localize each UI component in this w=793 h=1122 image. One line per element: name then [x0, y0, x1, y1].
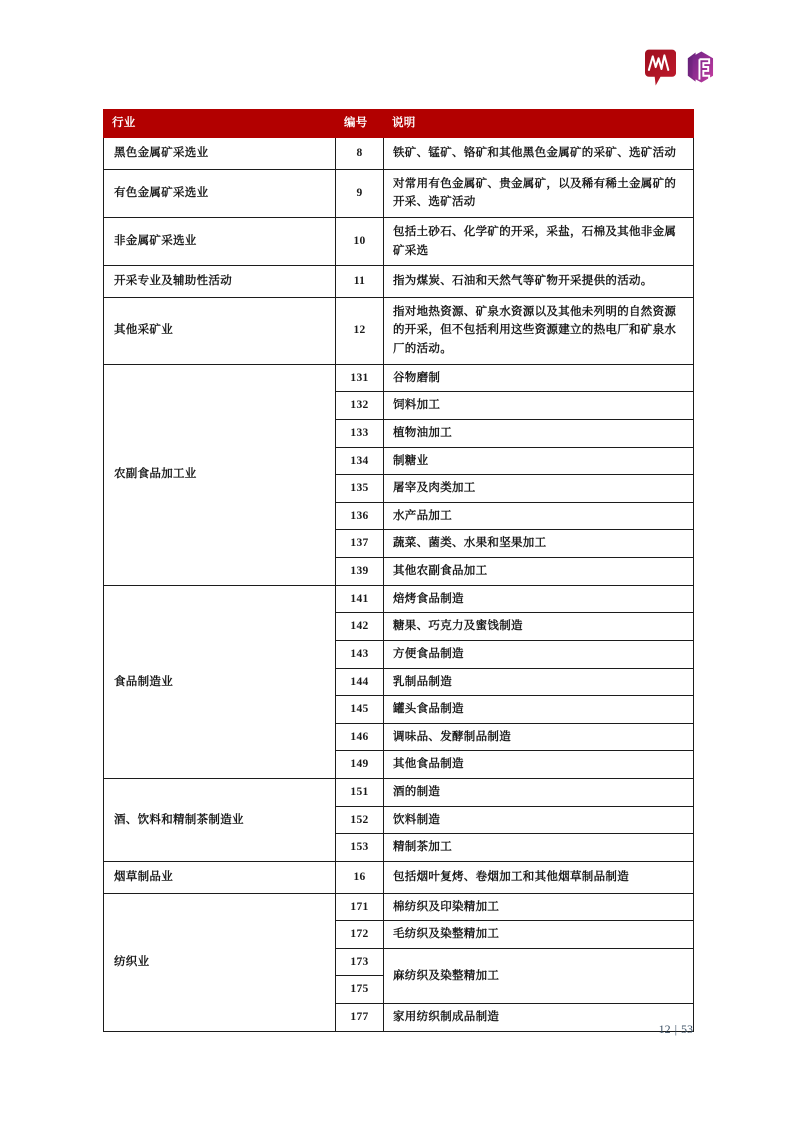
table-row — [104, 138, 694, 170]
cell-description: 饲料加工 — [384, 392, 694, 420]
column-header-description: 说明 — [384, 110, 694, 138]
cell-description: 屠宰及肉类加工 — [384, 475, 694, 503]
table-row — [104, 585, 694, 613]
cell-code: 175 — [336, 976, 384, 1004]
red-speech-bubble-waveform-logo — [645, 49, 676, 87]
purple-hexagon-cube-logo — [682, 49, 715, 87]
cell-code: 143 — [336, 640, 384, 668]
table-row — [104, 217, 694, 265]
cell-description: 麻纺织及染整精加工 — [384, 948, 694, 1003]
cell-code: 12 — [336, 297, 384, 364]
cell-description: 焙烤食品制造 — [384, 585, 694, 613]
cell-industry: 纺织业 — [104, 893, 336, 1031]
cell-industry: 农副食品加工业 — [104, 364, 336, 585]
cell-description: 包括烟叶复烤、卷烟加工和其他烟草制品制造 — [384, 861, 694, 893]
cell-industry: 开采专业及辅助性活动 — [104, 266, 336, 298]
table-row — [104, 266, 694, 298]
cell-code: 171 — [336, 893, 384, 921]
cell-code: 8 — [336, 138, 384, 170]
table-header — [104, 110, 694, 138]
cell-code: 151 — [336, 779, 384, 807]
cell-description: 包括土砂石、化学矿的开采，采盐，石棉及其他非金属矿采选 — [384, 217, 694, 265]
cell-code: 10 — [336, 217, 384, 265]
cell-description: 植物油加工 — [384, 419, 694, 447]
cell-code: 144 — [336, 668, 384, 696]
cell-industry: 黑色金属矿采选业 — [104, 138, 336, 170]
table-row — [104, 779, 694, 807]
cell-code: 172 — [336, 921, 384, 949]
cell-code: 153 — [336, 834, 384, 862]
cell-code: 146 — [336, 723, 384, 751]
cell-description: 棉纺织及印染精加工 — [384, 893, 694, 921]
cell-description: 对常用有色金属矿、贵金属矿，以及稀有稀土金属矿的开采、选矿活动 — [384, 169, 694, 217]
cell-description: 指对地热资源、矿泉水资源以及其他未列明的自然资源的开采，但不包括利用这些资源建立的热电厂和矿泉水厂的活动。 — [384, 297, 694, 364]
cell-industry: 非金属矿采选业 — [104, 217, 336, 265]
cell-description: 其他食品制造 — [384, 751, 694, 779]
industry-classification-table-wrapper — [103, 109, 693, 1032]
cell-description: 蔬菜、菌类、水果和坚果加工 — [384, 530, 694, 558]
cell-code: 137 — [336, 530, 384, 558]
cell-code: 177 — [336, 1004, 384, 1032]
cell-industry: 食品制造业 — [104, 585, 336, 778]
cell-description: 其他农副食品加工 — [384, 558, 694, 586]
cell-code: 133 — [336, 419, 384, 447]
cell-description: 饮料制造 — [384, 806, 694, 834]
cell-code: 16 — [336, 861, 384, 893]
cell-code: 145 — [336, 696, 384, 724]
cell-code: 141 — [336, 585, 384, 613]
industry-classification-table — [103, 109, 694, 1032]
footer-total-pages: 53 — [681, 1022, 693, 1036]
cell-description: 乳制品制造 — [384, 668, 694, 696]
cell-description: 铁矿、锰矿、铬矿和其他黑色金属矿的采矿、选矿活动 — [384, 138, 694, 170]
table-body — [104, 138, 694, 1032]
cell-description: 毛纺织及染整精加工 — [384, 921, 694, 949]
footer-separator: | — [674, 1022, 677, 1036]
cell-description: 调味品、发酵制品制造 — [384, 723, 694, 751]
cell-code: 135 — [336, 475, 384, 503]
column-header-code: 编号 — [336, 110, 384, 138]
cell-description: 指为煤炭、石油和天然气等矿物开采提供的活动。 — [384, 266, 694, 298]
cell-code: 149 — [336, 751, 384, 779]
document-logo — [645, 44, 715, 92]
cell-description: 酒的制造 — [384, 779, 694, 807]
cell-code: 11 — [336, 266, 384, 298]
cell-code: 173 — [336, 948, 384, 976]
table-row — [104, 169, 694, 217]
cell-industry: 其他采矿业 — [104, 297, 336, 364]
cell-description: 罐头食品制造 — [384, 696, 694, 724]
table-row — [104, 861, 694, 893]
cell-description: 精制茶加工 — [384, 834, 694, 862]
cell-code: 134 — [336, 447, 384, 475]
cell-code: 142 — [336, 613, 384, 641]
cell-code: 136 — [336, 502, 384, 530]
cell-code: 152 — [336, 806, 384, 834]
cell-description: 糖果、巧克力及蜜饯制造 — [384, 613, 694, 641]
cell-code: 9 — [336, 169, 384, 217]
table-row — [104, 364, 694, 392]
cell-code: 131 — [336, 364, 384, 392]
cell-code: 139 — [336, 558, 384, 586]
cell-description: 水产品加工 — [384, 502, 694, 530]
cell-description: 谷物磨制 — [384, 364, 694, 392]
page-footer — [0, 1022, 793, 1037]
footer-page-number: 12 — [658, 1022, 671, 1036]
cell-industry: 酒、饮料和精制茶制造业 — [104, 779, 336, 862]
cell-description: 方便食品制造 — [384, 640, 694, 668]
table-row — [104, 297, 694, 364]
cell-description: 家用纺织制成品制造 — [384, 1004, 694, 1032]
column-header-industry: 行业 — [104, 110, 336, 138]
cell-industry: 烟草制品业 — [104, 861, 336, 893]
cell-description: 制糖业 — [384, 447, 694, 475]
table-row — [104, 893, 694, 921]
cell-code: 132 — [336, 392, 384, 420]
cell-industry: 有色金属矿采选业 — [104, 169, 336, 217]
table-header-row — [104, 110, 694, 138]
